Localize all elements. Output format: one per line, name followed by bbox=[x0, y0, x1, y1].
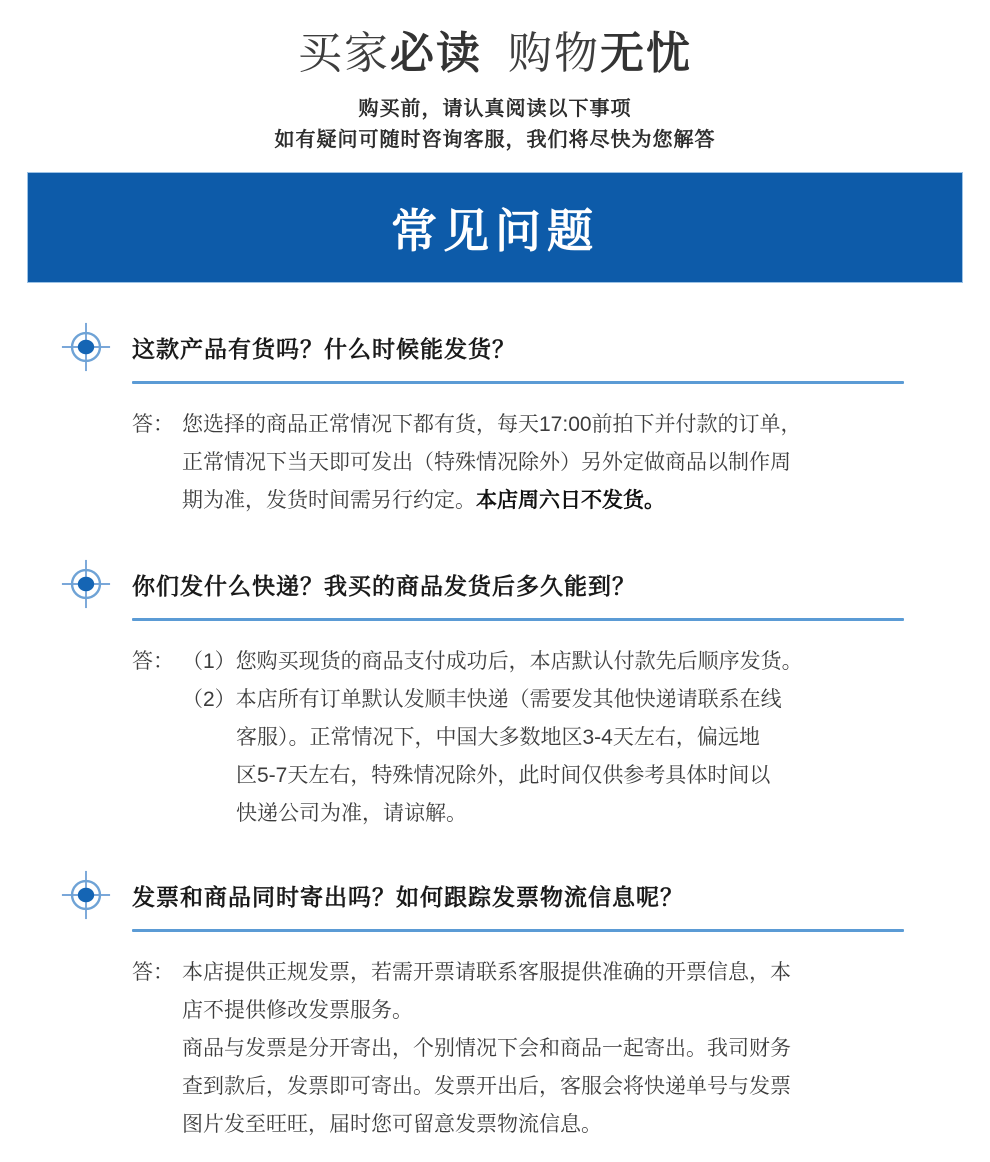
answer-line: 本店提供正规发票，若需开票请联系客服提供准确的开票信息，本 bbox=[182, 961, 791, 984]
faq-item-2 bbox=[60, 558, 990, 833]
answer-block bbox=[132, 406, 990, 520]
crosshair-target-icon bbox=[60, 869, 112, 921]
question-text: 这款产品有货吗？什么时候能发货？ bbox=[132, 335, 516, 362]
faq-banner bbox=[27, 172, 963, 283]
answer-line: 客服）。正常情况下，中国大多数地区3-4天左右，偏远地 bbox=[236, 726, 760, 749]
answer-line: 查到款后，发票即可寄出。发票开出后，客服会将快递单号与发票 bbox=[182, 1075, 791, 1098]
answer-line: 店不提供修改发票服务。 bbox=[182, 999, 413, 1022]
answer-line: （2）本店所有订单默认发顺丰快递（需要发其他快递请联系在线 bbox=[182, 688, 782, 711]
answer-line: （1）您购买现货的商品支付成功后，本店默认付款先后顺序发货。 bbox=[182, 650, 803, 673]
answer-line: 快递公司为准，请谅解。 bbox=[236, 802, 467, 825]
question-underline bbox=[132, 618, 904, 621]
answer-lines bbox=[182, 406, 990, 520]
question-row bbox=[60, 869, 990, 921]
title-segment-must-read: 必读 bbox=[390, 29, 482, 78]
answer-line: 您选择的商品正常情况下都有货，每天17:00前拍下并付款的订单， bbox=[182, 413, 802, 436]
answer-lines bbox=[182, 643, 990, 833]
page-title bbox=[0, 26, 990, 82]
title-segment-worry-free: 无忧 bbox=[600, 29, 692, 78]
answer-line: 商品与发票是分开寄出，个别情况下会和商品一起寄出。我司财务 bbox=[182, 1037, 791, 1060]
answer-block bbox=[132, 643, 990, 833]
question-text: 发票和商品同时寄出吗？如何跟踪发票物流信息呢？ bbox=[132, 883, 684, 910]
subtitle-line-2: 如有疑问可随时咨询客服，我们将尽快为您解答 bbox=[274, 129, 716, 151]
subtitle bbox=[0, 94, 990, 156]
answer-label: 答： bbox=[132, 961, 174, 984]
answer-line: 图片发至旺旺，届时您可留意发票物流信息。 bbox=[182, 1113, 602, 1136]
faq-item-1 bbox=[60, 321, 990, 520]
question-underline bbox=[132, 929, 904, 932]
question-row bbox=[60, 321, 990, 373]
answer-lines bbox=[182, 954, 990, 1144]
faq-item-3 bbox=[60, 869, 990, 1144]
title-segment-shopping: 购物 bbox=[508, 29, 600, 78]
question-text: 你们发什么快递？我买的商品发货后多久能到？ bbox=[132, 572, 636, 599]
answer-line: 区5-7天左右，特殊情况除外，此时间仅供参考具体时间以 bbox=[236, 764, 771, 787]
answer-label: 答： bbox=[132, 650, 174, 673]
title-segment-buyer: 买家 bbox=[298, 29, 390, 78]
question-row bbox=[60, 558, 990, 610]
crosshair-target-icon bbox=[60, 558, 112, 610]
subtitle-line-1: 购买前，请认真阅读以下事项 bbox=[358, 98, 632, 120]
question-underline bbox=[132, 381, 904, 384]
answer-line: 期为准，发货时间需另行约定。本店周六日不发货。 bbox=[182, 489, 665, 512]
header bbox=[0, 0, 990, 156]
answer-line-bold-text: 本店周六日不发货。 bbox=[476, 489, 665, 512]
crosshair-target-icon bbox=[60, 321, 112, 373]
answer-label: 答： bbox=[132, 413, 174, 436]
answer-line: 正常情况下当天即可发出（特殊情况除外）另外定做商品以制作周 bbox=[182, 451, 791, 474]
faq-banner-title: 常见问题 bbox=[391, 204, 599, 257]
answer-block bbox=[132, 954, 990, 1144]
